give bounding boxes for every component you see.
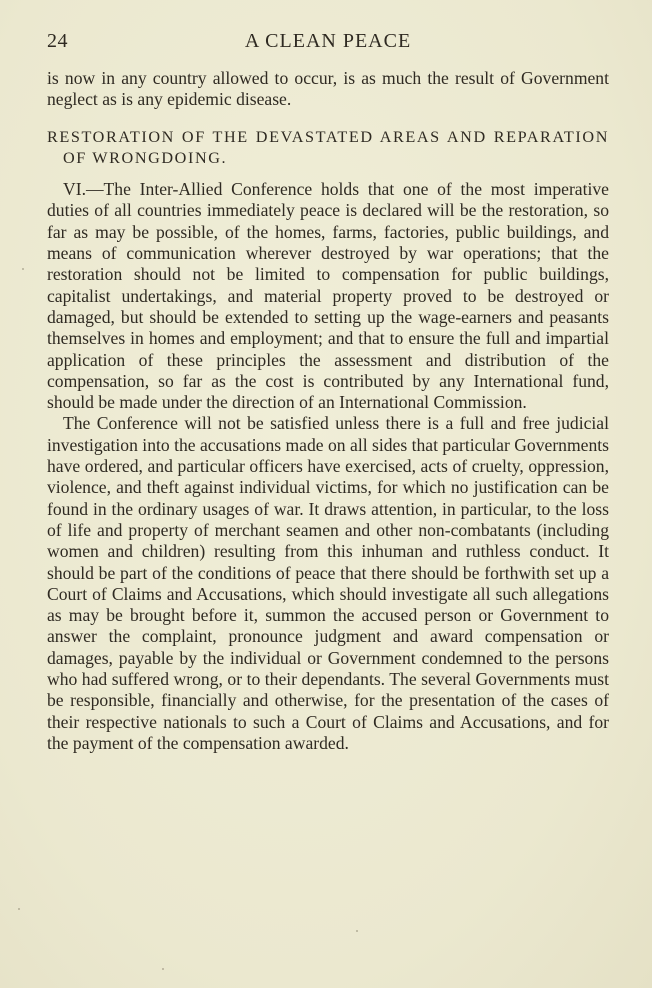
paper-speck: [18, 908, 20, 910]
section-heading: RESTORATION OF THE DEVASTATED AREAS AND REPARATION OF WRONGDOING.: [47, 127, 609, 167]
page-header: [47, 30, 609, 58]
page-number: 24: [47, 30, 68, 52]
continuation-paragraph: is now in any country allowed to occur, is as much the result of Government neglect as is any epidemic disease.: [47, 68, 609, 110]
paragraph-vi: VI.—The Inter-Allied Conference holds that one of the most imperative duties of all countries immediately peace is declared will be the restoration, so far as may be possible, of the homes, farms, factories, public buildings, and means of communication wherever destroyed by war operations; that the restoration should not be limited to compensation for public buildings, capitalist undertakings, and material property proved to be destroyed or damaged, but should be extended to setting up the wage-earners and peasants themselves in homes and employment; and that to ensure the full and impartial application of these principles the assessment and distribution of the compensation, so far as the cost is contributed by any International fund, should be made under the direction of an International Commission.: [47, 179, 609, 413]
paper-speck: [22, 268, 24, 270]
paper-speck: [162, 968, 164, 970]
page-body: [47, 68, 609, 754]
paper-speck: [356, 930, 358, 932]
running-head: A CLEAN PEACE: [244, 30, 412, 52]
paragraph-conference: The Conference will not be satisfied unless there is a full and free judicial investigation into the accusations made on all sides that particular Governments have ordered, and particular officers have exercised, acts of cruelty, oppression, violence, and theft against individual victims, for which no justification can be found in the ordinary usages of war. It draws attention, in particular, to the loss of life and property of merchant seamen and other non-combatants (including women and children) resulting from this inhuman and ruthless conduct. It should be part of the conditions of peace that there should be forthwith set up a Court of Claims and Accusations, which should investigate all such allegations as may be brought before it, summon the accused person or Government to answer the complaint, pronounce judgment and award compensation or damages, payable by the individual or Government condemned to the persons who had suffered wrong, or to their dependants. The several Governments must be responsible, financially and otherwise, for the presentation of the cases of their respective nationals to such a Court of Claims and Accusations, and for the payment of the compensation awarded.: [47, 413, 609, 753]
